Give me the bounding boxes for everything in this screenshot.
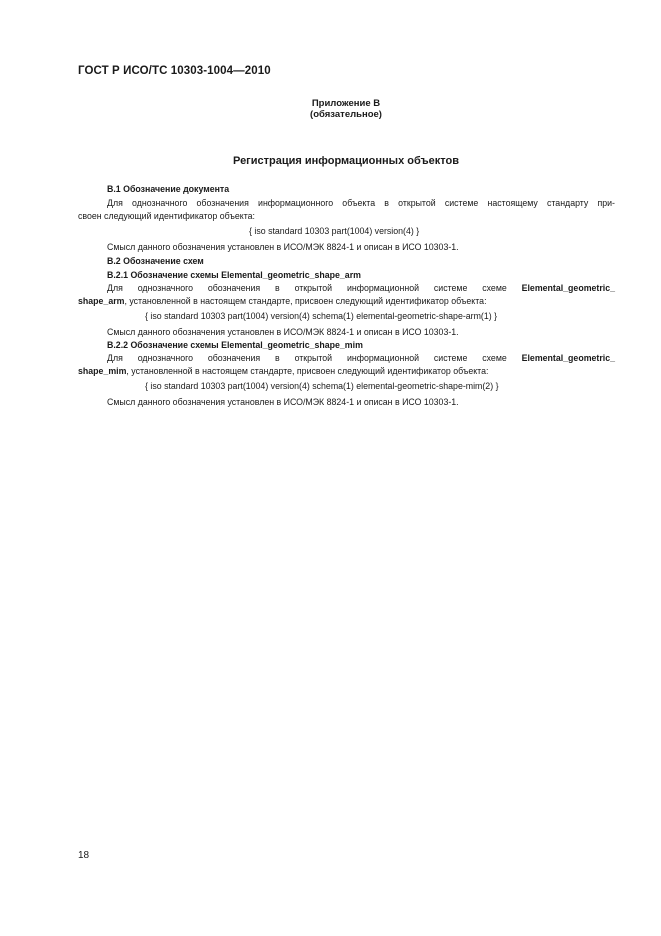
paragraph-line: [78, 295, 615, 308]
schema-name: shape_arm: [78, 296, 125, 306]
appendix-note: (обязательное): [310, 109, 382, 120]
meaning-text-b22: Смысл данного обозначения установлен в ИСО/МЭК 8824-1 и описан в ИСО 10303-1.: [107, 397, 459, 407]
section-title: Регистрация информационных объектов: [233, 155, 459, 167]
object-identifier-b21: { iso standard 10303 part(1004) version(4) schema(1) elemental-geometric-shape-arm(1) }: [145, 311, 498, 321]
page-number: 18: [78, 850, 90, 861]
meaning-text-b1: Смысл данного обозначения установлен в ИСО/МЭК 8824-1 и описан в ИСО 10303-1.: [107, 242, 459, 252]
paragraph-line: [78, 365, 615, 378]
paragraph-line: Для однозначного обозначения информационного объекта в открытой системе настоящему стандарту при-: [107, 198, 615, 208]
subsection-heading-b22: В.2.2 Обозначение схемы Elemental_geometric_shape_mim: [107, 340, 363, 350]
appendix-title: Приложение В: [311, 98, 381, 109]
document-header: ГОСТ Р ИСО/ТС 10303-1004—2010: [78, 65, 271, 77]
schema-name: Elemental_geometric_: [521, 353, 615, 363]
paragraph-line: своен следующий идентификатор объекта:: [78, 211, 255, 221]
schema-name: shape_mim: [78, 366, 127, 376]
schema-name: Elemental_geometric_: [521, 283, 615, 293]
meaning-text-b21: Смысл данного обозначения установлен в ИСО/МЭК 8824-1 и описан в ИСО 10303-1.: [107, 327, 459, 337]
subsection-heading-b1: В.1 Обозначение документа: [107, 184, 230, 194]
paragraph-line: [78, 352, 615, 365]
paragraph-text: , установленной в настоящем стандарте, присвоен следующий идентификатор объекта:: [124, 296, 487, 306]
paragraph-b21: [78, 282, 615, 308]
subsection-heading-b2: В.2 Обозначение схем: [107, 256, 204, 266]
object-identifier-b22: { iso standard 10303 part(1004) version(4) schema(1) elemental-geometric-shape-mim(2) }: [145, 381, 499, 391]
paragraph-text: Для однозначного обозначения в открытой информационной системе схеме: [107, 353, 522, 363]
subsection-heading-b21: В.2.1 Обозначение схемы Elemental_geometric_shape_arm: [107, 270, 361, 280]
paragraph-line: [78, 282, 615, 295]
paragraph-text: Для однозначного обозначения в открытой информационной системе схеме: [107, 283, 522, 293]
paragraph-b1: [78, 197, 615, 223]
paragraph-b22: [78, 352, 615, 378]
paragraph-text: , установленной в настоящем стандарте, присвоен следующий идентификатор объекта:: [126, 366, 489, 376]
object-identifier-b1: { iso standard 10303 part(1004) version(4) }: [249, 226, 420, 236]
